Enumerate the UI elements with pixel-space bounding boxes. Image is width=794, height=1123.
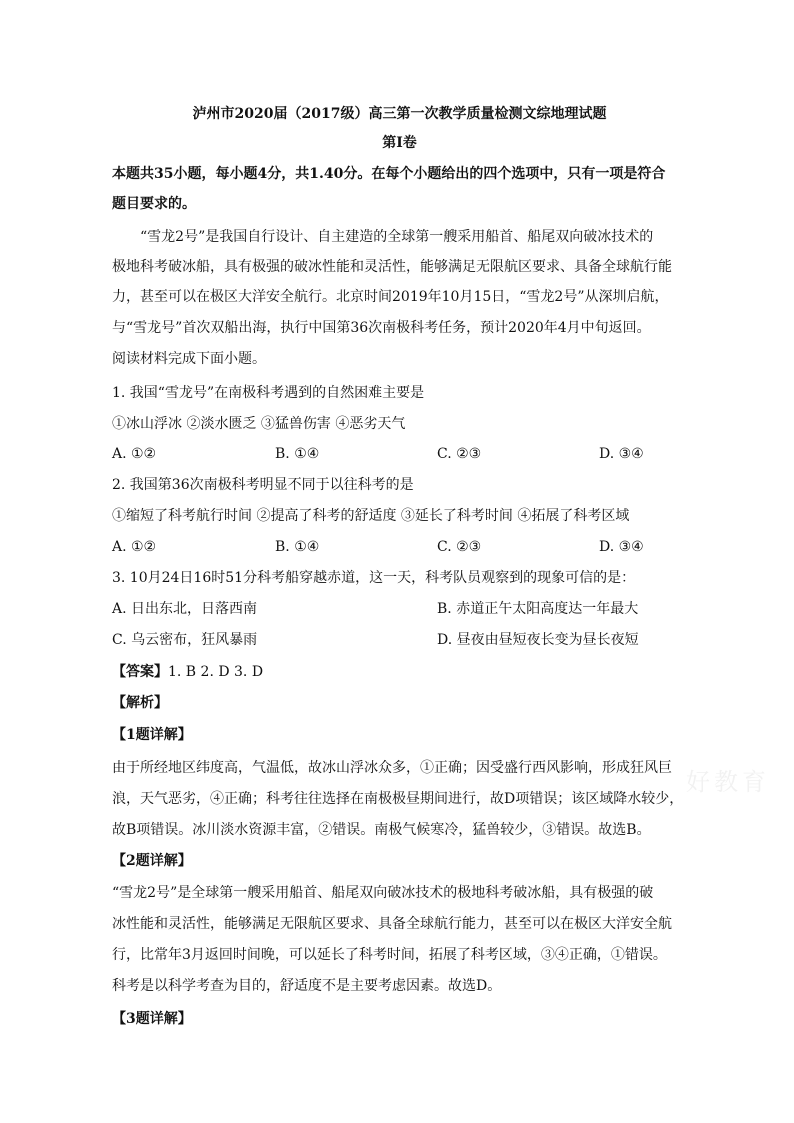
question-3-option-a: A. 日出东北，日落西南 (112, 601, 258, 617)
question-2-option-b: B. ①④ (275, 539, 320, 555)
detail-1-line-3: 故B项错误。冰川淡水资源丰富，②错误。南极气候寒冷，猛兽较少，③错误。故选B。 (112, 822, 651, 838)
material-line-2: 极地科考破冰船，具有极强的破冰性能和灵活性，能够满足无限航区要求、具备全球航行能 (112, 259, 672, 275)
question-2-option-a: A. ①② (112, 539, 157, 555)
material-line-4: 与“雪龙号”首次双船出海，执行中国第36次南极科考任务，预计2020年4月中旬返回。 (112, 320, 651, 336)
answer-label: 【答案】 (112, 664, 168, 680)
question-2-items: ①缩短了科考航行时间 ②提高了科考的舒适度 ③延长了科考时间 ④拓展了科考区域 (112, 508, 630, 524)
detail-2-line-2: 冰性能和灵活性，能够满足无限航区要求、具备全球航行能力，甚至可以在极区大洋安全航 (112, 916, 672, 932)
page-title: 泸州市2020届（2017级）高三第一次教学质量检测文综地理试题 (192, 106, 607, 122)
question-2-stem: 2. 我国第36次南极科考明显不同于以往科考的是 (112, 477, 414, 493)
question-3-option-c: C. 乌云密布，狂风暴雨 (112, 632, 258, 648)
detail-2-line-3: 行，比常年3月返回时间晚，可以延长了科考时间，拓展了科考区域，③④正确，①错误。 (112, 947, 667, 963)
detail-1-line-2: 浪，天气恶劣，④正确；科考往往选择在南极极昼期间进行，故D项错误；该区域降水较少， (112, 791, 684, 807)
watermark: 好教育 (686, 768, 770, 796)
question-1-option-d: D. ③④ (599, 446, 644, 462)
question-1-option-b: B. ①④ (275, 446, 320, 462)
analysis-label: 【解析】 (112, 695, 168, 711)
question-2-option-c: C. ②③ (437, 539, 482, 555)
detail-2-label: 【2题详解】 (112, 853, 192, 869)
detail-1-line-1: 由于所经地区纬度高，气温低，故冰山浮冰众多，①正确；因受盛行西风影响，形成狂风巨 (112, 760, 672, 776)
question-3-option-d: D. 昼夜由昼短夜长变为昼长夜短 (437, 632, 639, 648)
question-1-option-c: C. ②③ (437, 446, 482, 462)
instructions-line-2: 题目要求的。 (112, 196, 196, 212)
question-3-stem: 3. 10月24日16时51分科考船穿越赤道，这一天，科考队员观察到的现象可信的是： (112, 570, 636, 586)
question-1-items: ①冰山浮冰 ②淡水匮乏 ③猛兽伤害 ④恶劣天气 (112, 416, 406, 432)
material-line-1: “雪龙2号”是我国自行设计、自主建造的全球第一艘采用船首、船尾双向破冰技术的 (140, 229, 654, 245)
question-1-stem: 1. 我国“雪龙号”在南极科考遇到的自然困难主要是 (112, 385, 425, 401)
question-3-option-b: B. 赤道正午太阳高度达一年最大 (437, 601, 639, 617)
material-line-5: 阅读材料完成下面小题。 (112, 351, 266, 367)
detail-1-label: 【1题详解】 (112, 727, 192, 743)
answer-text: 1. B 2. D 3. D (168, 664, 264, 680)
answer-line (112, 661, 687, 683)
detail-3-label: 【3题详解】 (112, 1011, 192, 1027)
detail-2-line-1: “雪龙2号”是全球第一艘采用船首、船尾双向破冰技术的极地科考破冰船，具有极强的破 (112, 885, 654, 901)
question-1-option-a: A. ①② (112, 446, 157, 462)
volume-heading: 第Ⅰ卷 (382, 135, 417, 151)
instructions-line-1: 本题共35小题，每小题4分，共1.40分。在每个小题给出的四个选项中，只有一项是符合 (112, 166, 666, 182)
question-2-option-d: D. ③④ (599, 539, 644, 555)
material-line-3: 力，甚至可以在极区大洋安全航行。北京时间2019年10月15日，“雪龙2号”从深圳启航， (112, 289, 669, 305)
detail-2-line-4: 科考是以科学考查为目的，舒适度不是主要考虑因素。故选D。 (112, 978, 502, 994)
